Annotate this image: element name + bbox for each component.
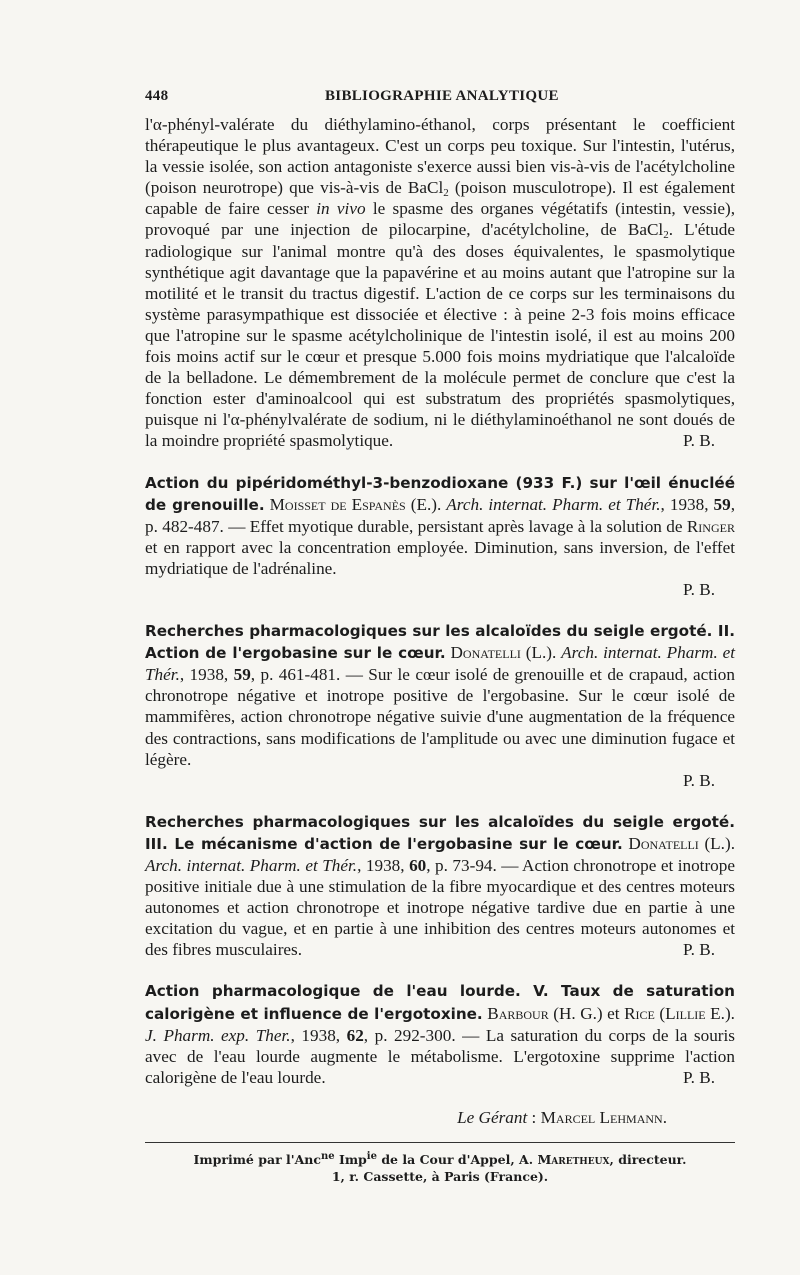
entry-body: Action chronotrope et inotrope positive initiale due à une stimulation de la fibre myocardique et des centres moteurs autonomes et action chronotrope et inotrope négative tardive due en partie à une excitation du vague, et en partie à une inhibition des centres moteurs autonomes et des fibres musculaires. xyxy=(145,856,736,960)
printer-imprint xyxy=(145,1151,735,1185)
superscript: ie xyxy=(366,1150,377,1162)
journal: Arch. internat. Pharm. et Thér. xyxy=(145,856,358,875)
intro-text: l'α-phényl-valérate du diéthylamino-éthanol, corps présentant le coefficient thérapeutique le plus avantageux. C'est un corps peu toxique. Sur l'intestin, l'utérus, la vessie isolée, son action antagoniste s'exerce aussi bien vis-à-vis de l'acétylcholine (poison neurotrope) que vis-à-vis de BaCl xyxy=(145,115,735,198)
running-head xyxy=(145,88,735,114)
author: Rice xyxy=(624,1003,655,1023)
author-rest: (E.). xyxy=(405,494,447,514)
signature: P. B. xyxy=(682,940,715,960)
subscript: 2 xyxy=(663,229,669,242)
superscript: ne xyxy=(320,1150,335,1162)
author: Donatelli xyxy=(628,833,699,853)
imprint-text: Imprimé par l'Anc xyxy=(193,1151,321,1167)
year: , 1938, xyxy=(660,494,714,514)
journal: J. Pharm. exp. Ther. xyxy=(145,1025,291,1045)
abstract-entry xyxy=(145,980,735,1087)
body-name: Ringer xyxy=(686,516,735,536)
imprint-text: de la Cour d'Appel, A. xyxy=(376,1151,538,1167)
imprint-text: Imp xyxy=(334,1151,367,1167)
page xyxy=(145,88,735,1185)
author-rest: (H. G.) et xyxy=(548,1003,625,1023)
entry-body: Effet myotique durable, persistant après lavage à la solution de xyxy=(249,516,687,536)
author-rest: (L.). xyxy=(698,833,735,853)
intro-text-4: . L'étude radiologique sur l'animal montre qu'à des doses équivalentes, le spasmolytique synthétique agit davantage que la papavérine et au moins autant que l'atropine sur la motilité et le transit du tractus digestif. L'action de ce corps sur les terminaisons du système parasympathique est dissociée et élective : à peine 2-3 fois moins efficace que l'atropine sur le spasme acétylcholinique de l'intestin isolé, il est au moins 200 fois moins actif sur le cœur et presque 5.000 fois moins mydriatique que l'alcaloïde de la belladone. Le démembrement de la molécule permet de conclure que c'est la fonction ester d'aminoalcool qui est substratum des propriétés spasmolytiques, puisque ni l'α-phénylvalérate de sodium, ni le diéthylaminoéthanol ne sont doués de la moindre propriété spasmolytique. xyxy=(145,220,735,451)
author-rest: E.). xyxy=(705,1003,735,1023)
page-number: 448 xyxy=(145,88,169,104)
author-rest: (L.). xyxy=(520,643,562,663)
signature: P. B. xyxy=(682,770,715,790)
entry-title: Recherches pharmacologiques sur les alcaloïdes du seigle ergoté. II. Action de l'ergobasine sur le cœur. xyxy=(145,622,735,663)
imprint-line-2: 1, r. Cassette, à Paris (France). xyxy=(331,1168,549,1184)
signature: P. B. xyxy=(682,579,715,599)
journal: Arch. internat. Pharm. et Thér. xyxy=(145,643,736,685)
pages: , p. 73-94. — xyxy=(426,856,523,875)
imprint-line-1 xyxy=(145,1151,735,1168)
gerant-sep: : xyxy=(527,1107,541,1127)
author: Donatelli xyxy=(450,643,521,663)
pages: , p. 482-487. — xyxy=(145,494,736,536)
gerant-name: Marcel Lehmann. xyxy=(540,1107,667,1127)
abstract-entry xyxy=(145,811,735,961)
year: , 1938, xyxy=(179,665,234,685)
author: Barbour xyxy=(487,1003,549,1023)
pages: , p. 292-300. — xyxy=(363,1025,486,1045)
running-title: BIBLIOGRAPHIE ANALYTIQUE xyxy=(325,88,559,104)
abstract-entry xyxy=(145,620,735,791)
author: Moisset de Espanès xyxy=(269,494,406,514)
intro-paragraph xyxy=(145,114,735,452)
volume: 62 xyxy=(346,1025,364,1045)
entry-title: Action pharmacologique de l'eau lourde. V. Taux de saturation calorigène et influence de l'ergotoxine. xyxy=(145,982,735,1023)
signature: P. B. xyxy=(682,431,715,451)
year: , 1938, xyxy=(290,1025,347,1045)
entry-body-2: et en rapport avec la concentration employée. Diminution, sans inversion, de l'effet mydriatique de l'adrénaline. xyxy=(145,537,735,578)
entry-body: La saturation du corps de la souris avec de l'eau lourde augmente le métabolisme. L'ergotoxine supprime l'action calorigène de l'eau lourde. xyxy=(145,1025,735,1087)
entry-body: Sur le cœur isolé de grenouille et de crapaud, action chronotrope négative et inotrope positive de l'ergobasine. Sur le cœur isolé de mammifères, action chronotrope négative suivie d'une augmentation de la fréquence des contractions, sans modifications de l'amplitude ou avec une diminution fugace et légère. xyxy=(145,665,735,769)
gerant-label: Le Gérant xyxy=(457,1107,528,1127)
journal: Arch. internat. Pharm. et Thér. xyxy=(446,494,661,514)
author-rest: ( xyxy=(654,1003,666,1023)
imprint-text: , directeur. xyxy=(609,1151,687,1167)
divider xyxy=(145,1142,735,1143)
abstract-entry xyxy=(145,472,735,601)
entry-title: Recherches pharmacologiques sur les alcaloïdes du seigle ergoté. III. Le mécanisme d'action de l'ergobasine sur le cœur. xyxy=(145,812,735,853)
entry-title: Action du pipéridométhyl-3-benzodioxane (933 F.) sur l'œil énucléé de grenouille. xyxy=(145,473,735,514)
volume: 59 xyxy=(713,494,731,514)
gerant-line xyxy=(145,1108,735,1128)
volume: 60 xyxy=(409,856,427,875)
printer-name: Maretheux xyxy=(537,1151,610,1167)
signature: P. B. xyxy=(682,1067,715,1087)
year: , 1938, xyxy=(357,856,410,875)
intro-text-2: (poison musculotrope). Il est également capable de faire cesser xyxy=(145,178,735,219)
author: Lillie xyxy=(665,1003,706,1023)
volume: 59 xyxy=(233,665,251,685)
subscript: 2 xyxy=(443,187,449,200)
intro-text-3: le spasme des organes végétatifs (intestin, vessie), provoqué par une injection de pilocarpine, d'acétylcholine, de BaCl xyxy=(145,199,736,240)
pages: , p. 461-481. — xyxy=(250,665,369,685)
italic-term: in vivo xyxy=(316,199,366,219)
